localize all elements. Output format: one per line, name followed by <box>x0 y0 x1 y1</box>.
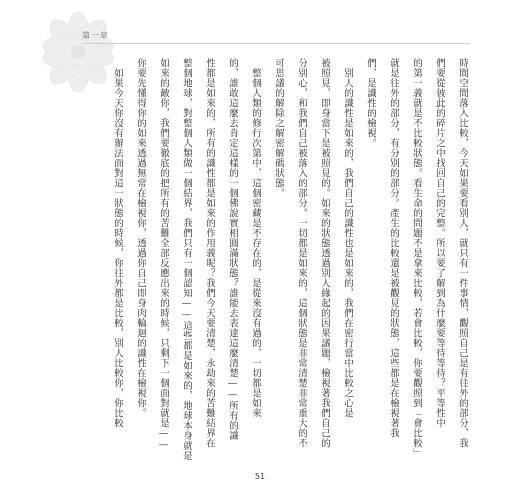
text-column: 被照見，即身當下是被照見的。如來的狀態透過別人緣起的因果議題，檢視著我們自己的 <box>319 58 330 448</box>
text-column: 的第一義就是不比較狀態。看生命的問題不是拿來比較，若會比較，你要觀照到「會比較」 <box>411 58 422 458</box>
text-column: 如果今天你沒有辦法面對這一狀態的時候，你往外都是比較，別人比較你，你比較 <box>112 58 123 428</box>
text-column: 可思議的解除之解密解碼狀態。 <box>273 58 284 198</box>
text-column: 分別心，和我們自己被落入的部分。一切都是如來的，這個狀態是非常清楚非常重大的不 <box>296 58 307 448</box>
text-column: 整個人類的修行次第中，這個密藏是不存在的，是從來沒有過的，一切都是如來 <box>250 58 261 418</box>
header-divider <box>82 43 470 44</box>
text-column: 別人的識性是如來的，我們自己的識性也是如來的，我們在密行當中比較之心是 <box>342 58 353 418</box>
text-column: 你要先懂得你的如來透過無常在檢視你，透過你自己即身肉輪迴的識性在檢視你。 <box>135 58 146 418</box>
text-column: 性都是如來的，所有的識性都是如來的作用義呢？我們今天要清楚，永劫來的苦難結界在 <box>204 58 215 448</box>
text-column: 如來的敵你，我們要徹底的把所有的苦難全部反應出來的時候，只剩下一個面對就是—— <box>158 58 169 451</box>
text-column: 就是往外的部分，有分別的部分。產生的比較還是被觀見的狀態，這些都是在檢視著我 <box>388 58 399 438</box>
page-number: 51 <box>254 472 266 481</box>
text-column: 整個地球，對整個人類做一個結界，我們只有一個認知——這些都是如來的，地球本身就是 <box>181 58 192 461</box>
text-column: 們，是識性的檢視。 <box>365 58 376 148</box>
body-text <box>100 58 468 468</box>
chapter-label: 第一章 <box>82 31 109 40</box>
text-column: 的，誰敢這麼去肯定這樣的一個佛說實相圓滿狀態？誰能去表達這麼清楚——所有的識 <box>227 58 238 441</box>
text-column: 時間空間落入比較，今天如果要看別人，就只有一件事情，觀照自己是有往外的部分，我 <box>457 58 468 448</box>
text-column: 們要從彼此的碎片之中找回自己的完整。所以要了解到為什麼要等待等待？平等性中 <box>434 58 445 428</box>
